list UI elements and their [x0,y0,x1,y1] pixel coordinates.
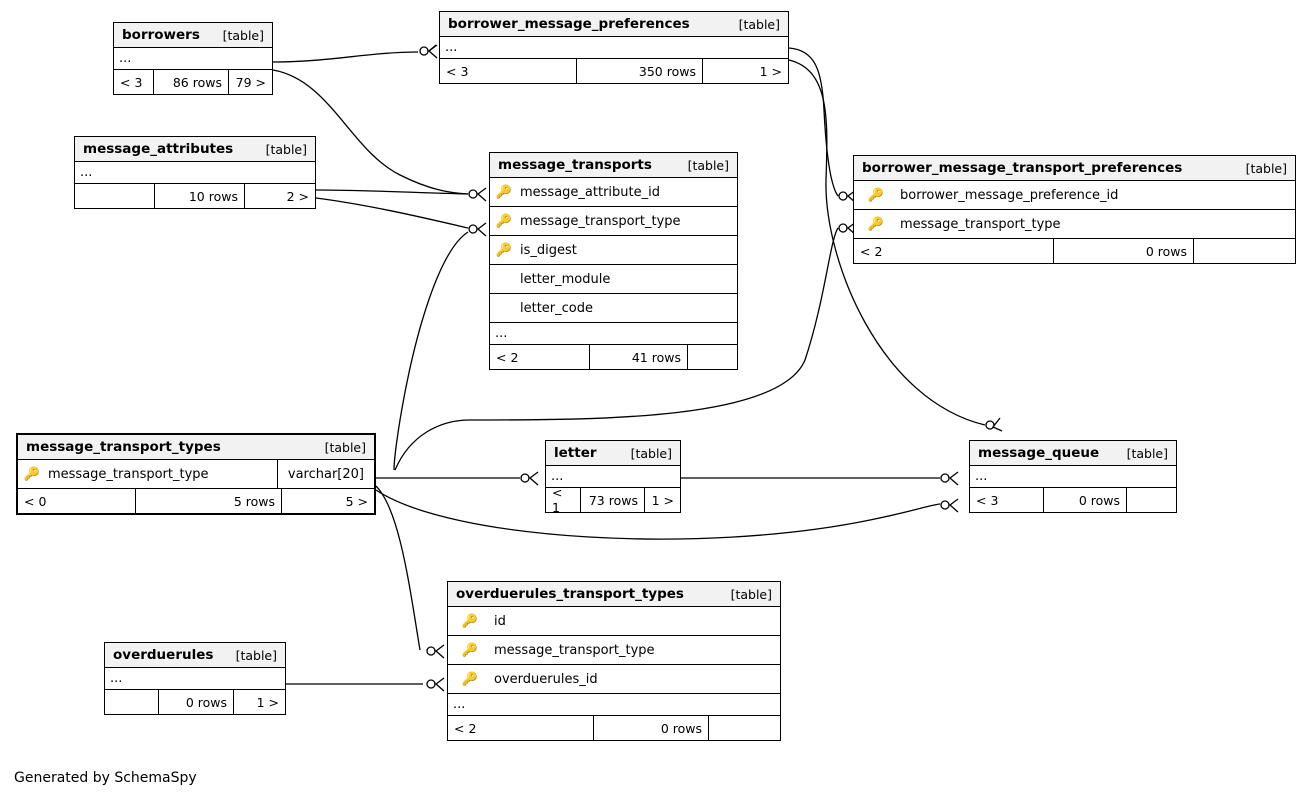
table-footer [75,184,315,208]
footer-parents: < 3 [970,488,1044,512]
table-ellipsis: ... [448,694,780,716]
column-row [854,181,1295,210]
table-title: message_transports [498,157,652,173]
footer-rowcount: 73 rows [581,488,645,512]
table-ellipsis: ... [490,323,737,345]
footer-parents: < 1 [546,488,581,512]
primary-key-icon: 🔑 [867,216,885,232]
foreign-key-icon: 🔑 [461,671,479,687]
column-name: message_transport_type [48,466,209,482]
primary-key-icon: 🔑 [23,466,41,482]
table-title: message_queue [978,445,1100,461]
footer-rowcount: 10 rows [155,184,245,208]
table-body [546,466,680,515]
table-body [114,48,272,94]
table-title: overduerules [113,647,214,663]
column-row [448,607,780,636]
table-title: message_transport_types [26,439,221,455]
table-header [440,12,788,37]
footer-parents: < 3 [440,59,577,83]
table-ellipsis: ... [75,162,315,184]
footer-children: 79 > [235,74,266,90]
table-ellipsis: ... [105,668,285,690]
column-name: message_transport_type [900,216,1061,232]
table-body [854,181,1295,263]
table-body [75,162,315,208]
footer-parents: < 3 [114,70,154,94]
column-row [490,236,737,265]
table-title: letter [554,445,597,461]
table-tag: [table] [630,445,672,461]
footer-rowcount: 0 rows [1054,239,1194,263]
table-tag: [table] [265,141,307,157]
table-ellipsis: ... [440,37,788,59]
table-header [18,435,374,460]
footer-parents: < 2 [490,345,590,369]
column-row [490,178,737,207]
primary-key-icon: 🔑 [867,187,885,203]
footer-children: 1 > [256,694,279,710]
table-header [114,23,272,48]
column-name: borrower_message_preference_id [900,187,1119,203]
table-header [854,156,1295,181]
column-row [448,665,780,694]
footer-children [709,716,780,740]
column-row [490,294,737,323]
footer-parents: < 0 [18,489,136,513]
column-type: varchar[20] [277,460,374,488]
table-title: message_attributes [83,141,234,157]
column-row [448,636,780,665]
table-tag: [table] [687,157,729,173]
primary-key-icon: 🔑 [461,613,479,629]
column-name: id [494,613,506,629]
table-title: borrower_message_transport_preferences [862,160,1183,176]
footer-children: 2 > [286,188,309,204]
column-name: message_attribute_id [520,184,660,200]
footer-rowcount: 0 rows [159,690,234,714]
table-body [105,668,285,714]
table-footer [970,488,1176,512]
table-message-queue[interactable] [969,440,1177,513]
footer-children [688,345,737,369]
table-tag: [table] [730,586,772,602]
table-footer [18,489,374,513]
table-borrower-message-transport-preferences[interactable] [853,155,1296,264]
table-footer [114,70,272,94]
foreign-key-icon: 🔑 [461,642,479,658]
table-title: overduerules_transport_types [456,586,684,602]
table-body [970,466,1176,512]
column-name: message_transport_type [520,213,681,229]
table-tag: [table] [222,27,264,43]
table-footer [546,485,680,515]
table-footer [490,345,737,369]
column-row [490,207,737,236]
table-ellipsis: ... [546,466,680,488]
footer-rowcount: 0 rows [1044,488,1127,512]
column-name: letter_module [520,271,611,287]
table-borrowers[interactable] [113,22,273,95]
footer-parents [105,690,159,714]
table-title: borrower_message_preferences [448,16,690,32]
table-body [18,460,374,513]
table-ellipsis: ... [114,48,272,70]
footer-children: 5 > [345,493,368,509]
table-footer [448,716,780,740]
primary-key-icon: 🔑 [495,242,513,258]
column-name: message_transport_type [494,642,655,658]
footer-rowcount: 0 rows [594,716,709,740]
table-footer [854,239,1295,263]
column-name: is_digest [520,242,577,258]
table-body [490,178,737,369]
table-overduerules-transport-types[interactable] [447,581,781,741]
footer-children: 1 > [759,63,782,79]
table-tag: [table] [1126,445,1168,461]
table-tag: [table] [324,439,366,455]
footer-rowcount: 350 rows [577,59,703,83]
table-header [105,643,285,668]
table-tag: [table] [1245,160,1287,176]
table-header [75,137,315,162]
footer-children: 1 > [651,492,674,508]
table-body [440,37,788,83]
column-row [18,460,374,489]
table-footer [440,59,788,83]
table-header [970,441,1176,466]
table-header [546,441,680,466]
footer-rowcount: 86 rows [154,70,229,94]
table-tag: [table] [738,16,780,32]
table-footer [105,690,285,714]
table-header [448,582,780,607]
table-title: borrowers [122,27,200,43]
table-borrower-message-preferences[interactable] [439,11,789,84]
footer-children [1127,488,1176,512]
column-row [854,210,1295,239]
footer-parents: < 2 [448,716,594,740]
footer-parents: < 2 [854,239,1054,263]
table-ellipsis: ... [970,466,1176,488]
table-tag: [table] [235,647,277,663]
table-overduerules[interactable] [104,642,286,715]
primary-key-icon: 🔑 [495,184,513,200]
primary-key-icon: 🔑 [495,213,513,229]
column-name: overduerules_id [494,671,598,687]
table-message-transports[interactable] [489,152,738,370]
column-name: letter_code [520,300,593,316]
footer-rowcount: 41 rows [590,345,688,369]
table-body [448,607,780,740]
column-row [490,265,737,294]
footer-parents [75,184,155,208]
diagram-caption: Generated by SchemaSpy [14,770,197,786]
table-message-attributes[interactable] [74,136,316,209]
footer-children [1194,239,1295,263]
table-message-transport-types[interactable] [16,433,376,515]
table-header [490,153,737,178]
footer-rowcount: 5 rows [136,489,282,513]
table-letter[interactable] [545,440,681,513]
